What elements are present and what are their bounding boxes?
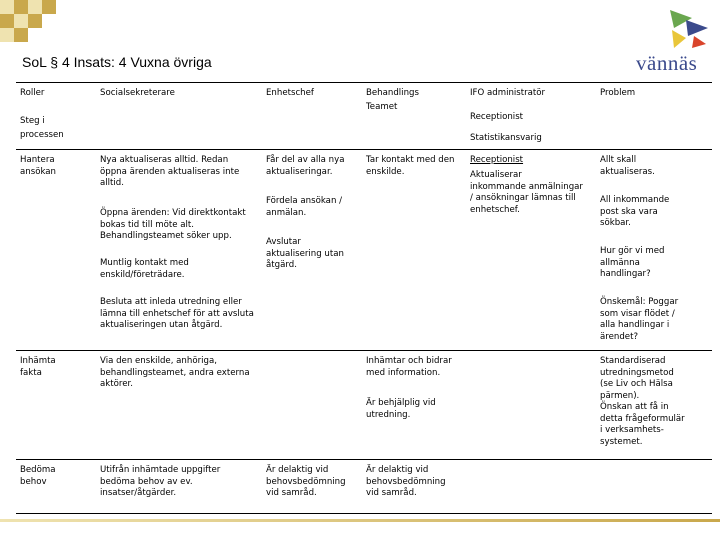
decor-square: [14, 0, 28, 14]
inhamta-beh-2: Är behjälplig vid utredning.: [366, 398, 436, 420]
decor-square: [28, 14, 42, 28]
hantera-ifo-body: Aktualiserar inkommande anmälningar / ansökningar lämnas till enhetschef.: [470, 170, 583, 215]
decor-square: [28, 0, 42, 14]
row-label-hantera: Hantera ansökan: [20, 155, 56, 177]
row-divider: [16, 149, 712, 150]
hantera-chef-1: Får del av alla nya aktualiseringar.: [266, 155, 345, 177]
bedoma-soc: Utifrån inhämtade uppgifter bedöma behov av ev. insatser/åtgärder.: [100, 465, 221, 498]
header-enhetschef: Enhetschef: [266, 88, 314, 98]
bottom-bar: [0, 519, 720, 522]
hantera-beh-1: Tar kontakt med den enskilde.: [366, 155, 455, 177]
table-bottom-border: [16, 513, 712, 514]
hantera-soc-1: Nya aktualiseras alltid. Redan öppna ärenden aktualiseras inte alltid.: [100, 155, 240, 188]
row-divider: [16, 350, 712, 351]
hantera-chef-2: Fördela ansökan / anmälan.: [266, 196, 343, 218]
row-divider: [16, 459, 712, 460]
hantera-ifo-title: Receptionist: [470, 155, 524, 165]
row-label-bedoma: Bedöma behov: [20, 465, 56, 487]
logo-icon: [664, 8, 712, 50]
decor-square: [0, 28, 14, 42]
row-label-inhamta: Inhämta fakta: [20, 356, 56, 378]
header-socialsekreterare: Socialsekreterare: [100, 88, 175, 98]
decor-square: [14, 28, 28, 42]
inhamta-problem: Standardiserad utredningsmetod (se Liv och Hälsa pärmen). Önskan att få in detta frågeformulär i verksamhets- systemet.: [600, 356, 685, 447]
bedoma-beh: Är delaktig vid behovsbedömning vid samråd.: [366, 465, 446, 498]
bedoma-chef: Är delaktig vid behovsbedömning vid samråd.: [266, 465, 346, 498]
decor-square: [14, 14, 28, 28]
hantera-problem-3: Hur gör vi med allmänna handlingar?: [600, 246, 665, 279]
table-top-border: [16, 82, 712, 83]
header-steg: Steg i processen: [20, 116, 64, 140]
hantera-problem-2: All inkommande post ska vara sökbar.: [600, 195, 670, 228]
decor-square: [0, 14, 14, 28]
inhamta-soc: Via den enskilde, anhöriga, behandlingsteamet, andra externa aktörer.: [100, 356, 250, 389]
header-behandlings: Behandlings: [366, 88, 419, 98]
hantera-chef-3: Avslutar aktualisering utan åtgärd.: [266, 237, 344, 270]
header-roller: Roller: [20, 88, 45, 98]
header-problem: Problem: [600, 88, 636, 98]
header-statistik: Statistikansvarig: [470, 133, 542, 143]
hantera-problem-4: Önskemål: Poggar som visar flödet / alla handlingar i ärendet?: [600, 297, 679, 342]
hantera-span-text: Besluta att inleda utredning eller lämna till enhetschef för att avsluta aktualiseringen utan åtgärd.: [100, 297, 254, 330]
inhamta-beh-1: Inhämtar och bidrar med information.: [366, 356, 452, 378]
hantera-soc-2: Öppna ärenden: Vid direktkontakt bokas tid till möte alt. Behandlingsteamet söker upp.: [100, 208, 246, 241]
hantera-problem-1: Allt skall aktualiseras.: [600, 155, 655, 177]
decor-square: [42, 0, 56, 14]
header-teamet: Teamet: [366, 102, 398, 112]
hantera-soc-3: Muntlig kontakt med enskild/företrädare.: [100, 258, 189, 280]
header-receptionist: Receptionist: [470, 112, 524, 122]
decor-square: [0, 0, 14, 14]
logo-text: vännäs: [636, 51, 698, 75]
slide-title: SoL § 4 Insats: 4 Vuxna övriga: [22, 54, 212, 70]
header-ifo: IFO administratör: [470, 88, 546, 98]
